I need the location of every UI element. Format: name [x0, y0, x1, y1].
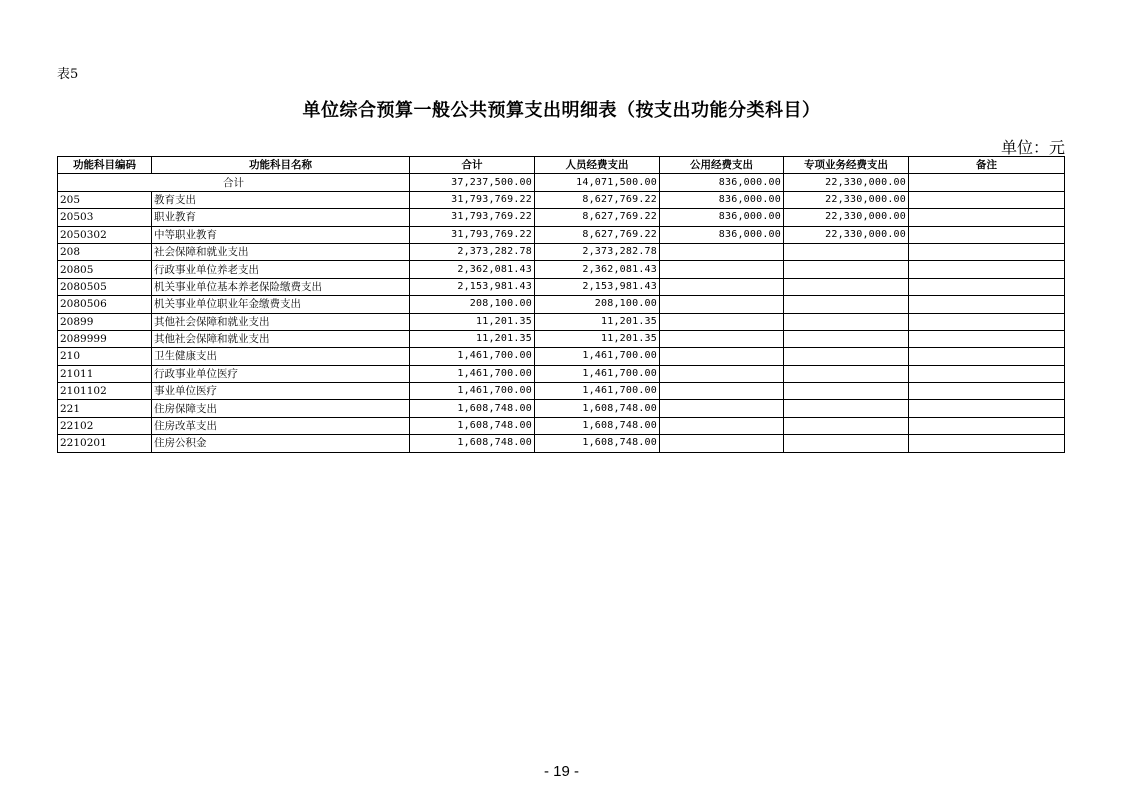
cell-personnel: 2,373,282.78 — [535, 243, 660, 260]
cell-special — [784, 400, 909, 417]
table-row — [58, 191, 1065, 208]
cell-note — [909, 330, 1065, 347]
cell-code: 221 — [58, 400, 152, 417]
cell-note — [909, 365, 1065, 382]
cell-public — [660, 383, 784, 400]
cell-code: 2050302 — [58, 226, 152, 243]
cell-personnel: 11,201.35 — [535, 330, 660, 347]
cell-special — [784, 243, 909, 260]
cell-name: 行政事业单位养老支出 — [152, 261, 410, 278]
cell-total: 1,608,748.00 — [410, 417, 535, 434]
cell-public — [660, 348, 784, 365]
cell-code: 208 — [58, 243, 152, 260]
cell-total: 208,100.00 — [410, 296, 535, 313]
cell-public: 836,000.00 — [660, 191, 784, 208]
table-row — [58, 278, 1065, 295]
cell-personnel: 1,461,700.00 — [535, 348, 660, 365]
table-row — [58, 330, 1065, 347]
cell-special — [784, 261, 909, 278]
cell-public: 836,000.00 — [660, 209, 784, 226]
cell-total: 11,201.35 — [410, 330, 535, 347]
cell-special — [784, 296, 909, 313]
table-row — [58, 348, 1065, 365]
cell-code: 2210201 — [58, 435, 152, 452]
cell-note — [909, 261, 1065, 278]
cell-public — [660, 435, 784, 452]
cell-code: 205 — [58, 191, 152, 208]
cell-public — [660, 261, 784, 278]
table-row — [58, 417, 1065, 434]
cell-personnel: 1,608,748.00 — [535, 400, 660, 417]
cell-personnel: 8,627,769.22 — [535, 226, 660, 243]
cell-special: 22,330,000.00 — [784, 226, 909, 243]
cell-name: 住房保障支出 — [152, 400, 410, 417]
cell-note — [909, 435, 1065, 452]
cell-special — [784, 435, 909, 452]
table-row — [58, 261, 1065, 278]
total-label: 合计 — [58, 174, 410, 191]
cell-total: 1,461,700.00 — [410, 348, 535, 365]
cell-public: 836,000.00 — [660, 226, 784, 243]
cell-personnel: 2,153,981.43 — [535, 278, 660, 295]
cell-public — [660, 243, 784, 260]
cell-code: 2089999 — [58, 330, 152, 347]
cell-total: 2,153,981.43 — [410, 278, 535, 295]
table-row — [58, 365, 1065, 382]
cell-note — [909, 417, 1065, 434]
cell-note — [909, 191, 1065, 208]
col-header-total: 合计 — [410, 157, 535, 174]
cell-personnel: 1,461,700.00 — [535, 365, 660, 382]
cell-name: 教育支出 — [152, 191, 410, 208]
cell-code: 2080505 — [58, 278, 152, 295]
total-cell-note — [909, 174, 1065, 191]
cell-name: 住房改革支出 — [152, 417, 410, 434]
cell-total: 2,373,282.78 — [410, 243, 535, 260]
table-number: 表5 — [57, 67, 79, 82]
cell-note — [909, 400, 1065, 417]
cell-note — [909, 278, 1065, 295]
total-cell-total: 37,237,500.00 — [410, 174, 535, 191]
cell-note — [909, 226, 1065, 243]
cell-special — [784, 383, 909, 400]
header-row — [58, 157, 1065, 174]
table-row — [58, 226, 1065, 243]
col-header-public: 公用经费支出 — [660, 157, 784, 174]
cell-code: 20805 — [58, 261, 152, 278]
total-cell-personnel: 14,071,500.00 — [535, 174, 660, 191]
cell-total: 2,362,081.43 — [410, 261, 535, 278]
cell-note — [909, 209, 1065, 226]
cell-code: 2080506 — [58, 296, 152, 313]
cell-personnel: 11,201.35 — [535, 313, 660, 330]
col-header-personnel: 人员经费支出 — [535, 157, 660, 174]
cell-name: 其他社会保障和就业支出 — [152, 330, 410, 347]
cell-personnel: 1,461,700.00 — [535, 383, 660, 400]
cell-special — [784, 278, 909, 295]
cell-special: 22,330,000.00 — [784, 209, 909, 226]
cell-total: 1,461,700.00 — [410, 383, 535, 400]
cell-special: 22,330,000.00 — [784, 191, 909, 208]
cell-name: 职业教育 — [152, 209, 410, 226]
col-header-note: 备注 — [909, 157, 1065, 174]
total-row — [58, 174, 1065, 191]
cell-name: 其他社会保障和就业支出 — [152, 313, 410, 330]
cell-name: 机关事业单位基本养老保险缴费支出 — [152, 278, 410, 295]
table-row — [58, 435, 1065, 452]
table-row — [58, 243, 1065, 260]
unit-label: 单位：元 — [1000, 138, 1065, 157]
cell-total: 31,793,769.22 — [410, 209, 535, 226]
cell-special — [784, 330, 909, 347]
cell-public — [660, 417, 784, 434]
total-cell-public: 836,000.00 — [660, 174, 784, 191]
col-header-name: 功能科目名称 — [152, 157, 410, 174]
cell-personnel: 1,608,748.00 — [535, 417, 660, 434]
total-cell-special: 22,330,000.00 — [784, 174, 909, 191]
cell-code: 210 — [58, 348, 152, 365]
cell-public — [660, 400, 784, 417]
table-row — [58, 400, 1065, 417]
table-row — [58, 313, 1065, 330]
cell-note — [909, 383, 1065, 400]
cell-total: 31,793,769.22 — [410, 226, 535, 243]
cell-public — [660, 296, 784, 313]
cell-name: 行政事业单位医疗 — [152, 365, 410, 382]
cell-personnel: 208,100.00 — [535, 296, 660, 313]
cell-note — [909, 296, 1065, 313]
cell-public — [660, 330, 784, 347]
cell-name: 事业单位医疗 — [152, 383, 410, 400]
expenditure-table — [57, 156, 1065, 453]
table-row — [58, 296, 1065, 313]
cell-special — [784, 313, 909, 330]
cell-total: 11,201.35 — [410, 313, 535, 330]
cell-public — [660, 365, 784, 382]
cell-special — [784, 417, 909, 434]
cell-code: 20899 — [58, 313, 152, 330]
cell-public — [660, 313, 784, 330]
cell-code: 20503 — [58, 209, 152, 226]
page-number: - 19 - — [543, 763, 579, 780]
cell-note — [909, 243, 1065, 260]
cell-personnel: 1,608,748.00 — [535, 435, 660, 452]
col-header-code: 功能科目编码 — [58, 157, 152, 174]
cell-note — [909, 348, 1065, 365]
cell-total: 1,608,748.00 — [410, 400, 535, 417]
cell-code: 21011 — [58, 365, 152, 382]
cell-total: 1,608,748.00 — [410, 435, 535, 452]
col-header-special: 专项业务经费支出 — [784, 157, 909, 174]
cell-personnel: 2,362,081.43 — [535, 261, 660, 278]
page-title: 单位综合预算一般公共预算支出明细表（按支出功能分类科目） — [302, 100, 821, 121]
cell-personnel: 8,627,769.22 — [535, 209, 660, 226]
cell-name: 机关事业单位职业年金缴费支出 — [152, 296, 410, 313]
cell-name: 住房公积金 — [152, 435, 410, 452]
cell-total: 1,461,700.00 — [410, 365, 535, 382]
cell-public — [660, 278, 784, 295]
cell-code: 2101102 — [58, 383, 152, 400]
cell-name: 社会保障和就业支出 — [152, 243, 410, 260]
cell-name: 卫生健康支出 — [152, 348, 410, 365]
table-row — [58, 383, 1065, 400]
cell-special — [784, 348, 909, 365]
table-row — [58, 209, 1065, 226]
cell-personnel: 8,627,769.22 — [535, 191, 660, 208]
cell-special — [784, 365, 909, 382]
cell-name: 中等职业教育 — [152, 226, 410, 243]
cell-code: 22102 — [58, 417, 152, 434]
cell-note — [909, 313, 1065, 330]
cell-total: 31,793,769.22 — [410, 191, 535, 208]
